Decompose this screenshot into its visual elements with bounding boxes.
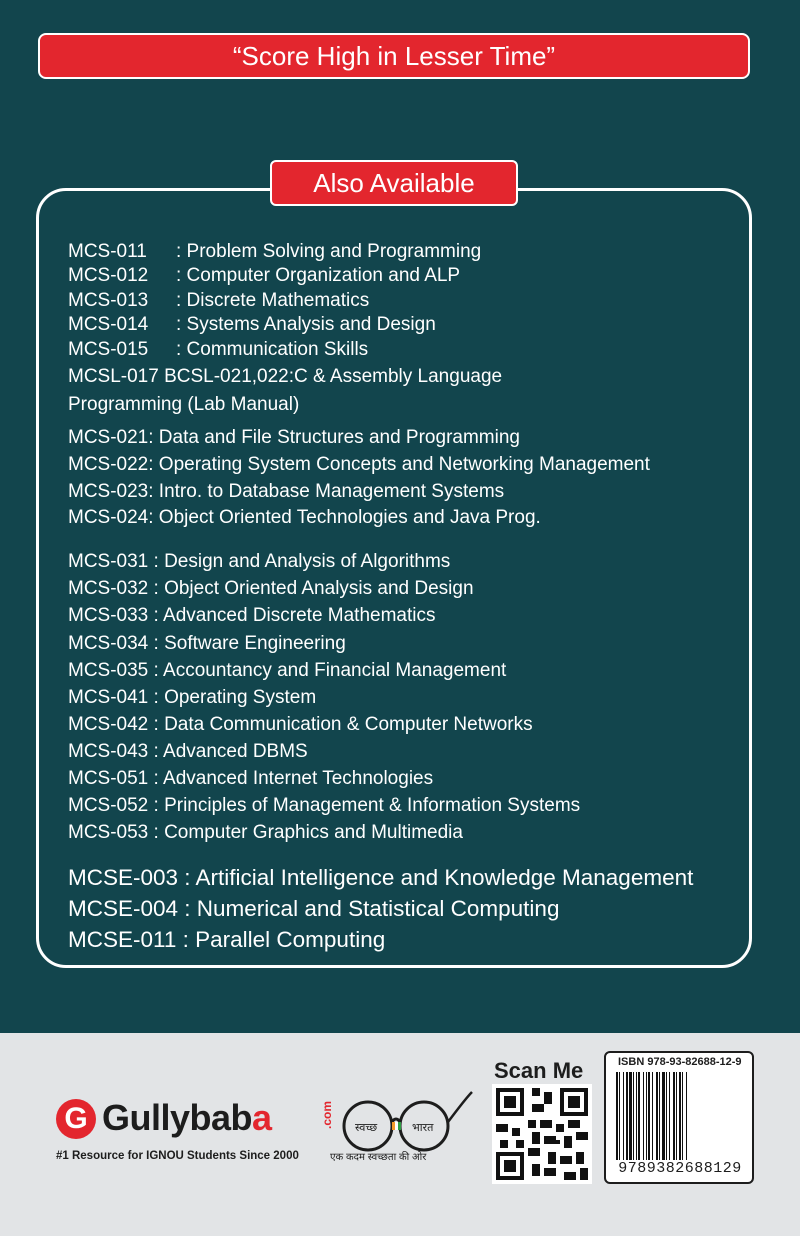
course-item: MCS-024: Object Oriented Technologies and Java Prog. [68,507,541,529]
course-item: MCSE-011 : Parallel Computing [68,927,386,953]
course-item: MCS-052 : Principles of Management & Information Systems [68,795,581,817]
course-item: MCSE-003 : Artificial Intelligence and Knowledge Management [68,865,694,891]
isbn-digits: 9789382688129 [618,1160,742,1177]
course-title: : Discrete Mathematics [176,289,370,311]
logo-com: .com [320,1101,334,1130]
logo-word-end: a [252,1097,272,1138]
course-item [68,313,738,337]
lab-manual-item: MCSL-017 BCSL-021,022:C & Assembly Language Programming (Lab Manual) [68,366,503,416]
course-item: MCS-042 : Data Communication & Computer Networks [68,713,533,735]
logo-g-icon: G [56,1099,96,1139]
logo-wordmark [102,1097,272,1139]
course-item: MCS-033 : Advanced Discrete Mathematics [68,605,436,627]
course-code: MCS-012 [68,265,149,287]
course-code: MCS-013 [68,289,149,311]
swachh-left-text: स्वच्छ [355,1121,378,1134]
course-item: MCS-031 : Design and Analysis of Algorithms [68,551,451,573]
tagline-banner: “Score High in Lesser Time” [38,33,750,79]
course-item: MCS-023: Intro. to Database Management Systems [68,480,505,502]
course-group-4 [68,862,738,955]
course-title: : Communication Skills [176,338,369,360]
course-item: MCS-043 : Advanced DBMS [68,740,308,762]
course-item: MCS-035 : Accountancy and Financial Management [68,659,507,681]
course-title: : Systems Analysis and Design [176,314,436,336]
swachh-right-text: भारत [412,1121,434,1134]
course-item: MCSE-004 : Numerical and Statistical Computing [68,896,560,922]
course-item [68,289,738,313]
course-code: MCS-015 [68,338,149,360]
course-item [68,264,738,288]
logo-word-main: Gullybab [102,1097,253,1138]
course-item: MCS-034 : Software Engineering [68,632,346,654]
swachh-tagline: एक कदम स्वच्छता की ओर [330,1152,427,1163]
also-available-heading: Also Available [270,160,518,206]
course-item: MCS-051 : Advanced Internet Technologies [68,767,434,789]
course-group-3 [68,548,738,846]
course-code: MCS-014 [68,314,149,336]
course-title: : Problem Solving and Programming [176,241,482,262]
course-item [68,240,738,264]
course-item: MCS-053 : Computer Graphics and Multimedia [68,822,463,844]
course-title: : Computer Organization and ALP [176,265,461,287]
course-item: MCS-021: Data and File Structures and Programming [68,427,520,449]
course-group-2 [68,425,738,532]
course-group-1 [68,240,738,419]
qr-code-icon [492,1084,592,1184]
gullybaba-logo [56,1097,336,1141]
isbn-label: ISBN 978-93-82688-12-9 [618,1056,742,1068]
barcode-icon [614,1072,744,1160]
course-item: MCS-032 : Object Oriented Analysis and Design [68,578,474,600]
course-list [68,240,738,971]
course-code: MCS-011 [68,241,147,262]
course-item: MCS-041 : Operating System [68,686,317,708]
course-item [68,338,738,362]
logo-tagline: #1 Resource for IGNOU Students Since 2000 [56,1150,299,1162]
scan-me-label: Scan Me [494,1058,584,1083]
course-item: MCS-022: Operating System Concepts and Networking Management [68,453,650,475]
